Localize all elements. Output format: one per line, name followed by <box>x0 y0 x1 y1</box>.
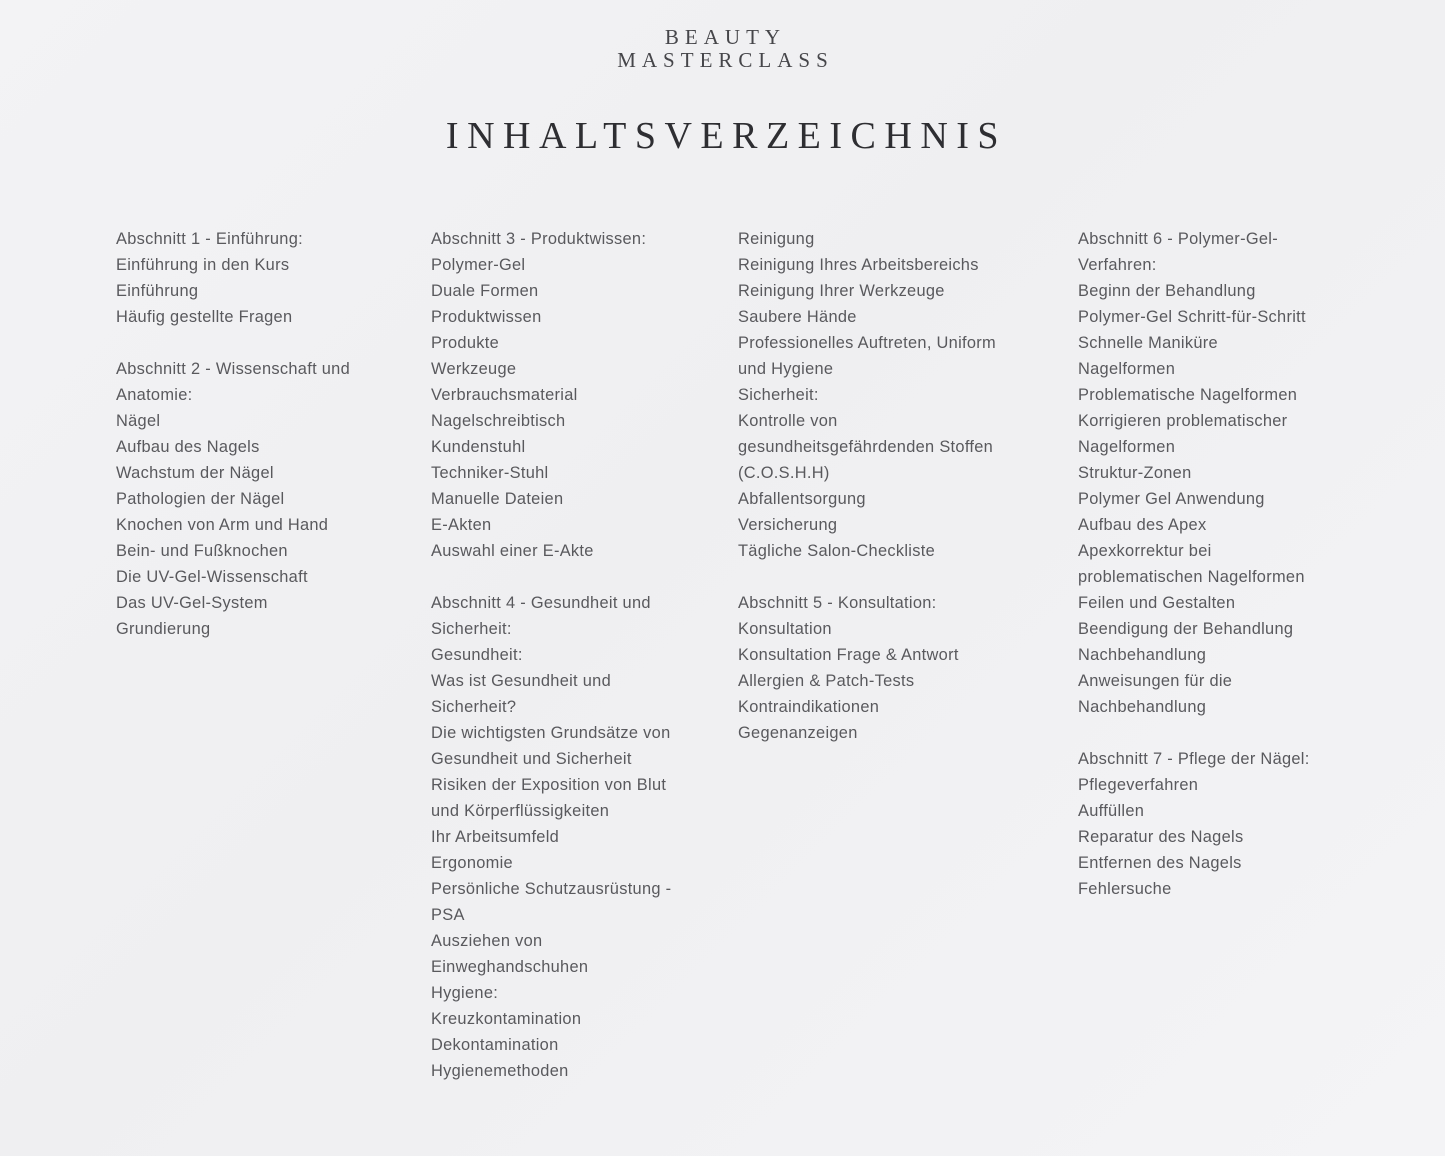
toc-entry: Korrigieren problematischer <box>1078 412 1288 430</box>
spacer <box>431 564 671 590</box>
toc-entry: Abfallentsorgung <box>738 490 866 508</box>
toc-section-heading: Abschnitt 6 - Polymer-Gel- <box>1078 230 1278 248</box>
toc-column-4 <box>1078 226 1310 902</box>
brand-logo <box>0 26 1445 72</box>
toc-entry: Nägel <box>116 412 161 430</box>
toc-entry: Die UV-Gel-Wissenschaft <box>116 568 308 586</box>
toc-entry: Ihr Arbeitsumfeld <box>431 828 560 846</box>
toc-entry: Manuelle Dateien <box>431 490 564 508</box>
toc-entry: PSA <box>431 906 465 924</box>
toc-entry: Beendigung der Behandlung <box>1078 620 1294 638</box>
toc-entry: Pathologien der Nägel <box>116 490 285 508</box>
toc-entry: Risiken der Exposition von Blut <box>431 776 667 794</box>
toc-entry: Nagelformen <box>1078 360 1176 378</box>
toc-section-heading: Abschnitt 4 - Gesundheit und <box>431 594 651 612</box>
toc-entry: Nachbehandlung <box>1078 698 1207 716</box>
toc-entry: Dekontamination <box>431 1036 559 1054</box>
toc-entry: Einführung in den Kurs <box>116 256 290 274</box>
toc-section-heading: Abschnitt 5 - Konsultation: <box>738 594 937 612</box>
toc-entry: Hygiene: <box>431 984 499 1002</box>
toc-entry: Gesundheit: <box>431 646 523 664</box>
toc-entry: Das UV-Gel-System <box>116 594 268 612</box>
toc-entry: Sicherheit: <box>431 620 512 638</box>
toc-entry: Die wichtigsten Grundsätze von <box>431 724 671 742</box>
toc-entry: Techniker-Stuhl <box>431 464 549 482</box>
toc-entry: Tägliche Salon-Checkliste <box>738 542 935 560</box>
toc-entry: Reinigung Ihres Arbeitsbereichs <box>738 256 979 274</box>
toc-entry: Beginn der Behandlung <box>1078 282 1256 300</box>
toc-entry: Auffüllen <box>1078 802 1145 820</box>
toc-section-heading: Abschnitt 7 - Pflege der Nägel: <box>1078 750 1310 768</box>
toc-entry: Persönliche Schutzausrüstung - <box>431 880 672 898</box>
toc-entry: Polymer-Gel Schritt-für-Schritt <box>1078 308 1306 326</box>
toc-entry: Häufig gestellte Fragen <box>116 308 293 326</box>
toc-entry: Apexkorrektur bei <box>1078 542 1212 560</box>
toc-entry: (C.O.S.H.H) <box>738 464 830 482</box>
toc-entry: Anatomie: <box>116 386 193 404</box>
toc-entry: Sicherheit? <box>431 698 517 716</box>
toc-entry: Aufbau des Apex <box>1078 516 1207 534</box>
spacer <box>116 330 350 356</box>
toc-entry: Bein- und Fußknochen <box>116 542 288 560</box>
toc-entry: Verfahren: <box>1078 256 1157 274</box>
toc-entry: Werkzeuge <box>431 360 517 378</box>
toc-entry: Hygienemethoden <box>431 1062 569 1080</box>
toc-section-heading: Abschnitt 1 - Einführung: <box>116 230 303 248</box>
toc-entry: Anweisungen für die <box>1078 672 1233 690</box>
toc-entry: Entfernen des Nagels <box>1078 854 1242 872</box>
toc-entry: Allergien & Patch-Tests <box>738 672 915 690</box>
toc-entry: Fehlersuche <box>1078 880 1172 898</box>
toc-entry: Nachbehandlung <box>1078 646 1207 664</box>
toc-entry: und Hygiene <box>738 360 834 378</box>
toc-entry: Pflegeverfahren <box>1078 776 1199 794</box>
toc-entry: Nagelformen <box>1078 438 1176 456</box>
toc-entry: Kundenstuhl <box>431 438 526 456</box>
toc-entry: Einweghandschuhen <box>431 958 589 976</box>
toc-entry: Wachstum der Nägel <box>116 464 274 482</box>
toc-section-heading: Abschnitt 2 - Wissenschaft und <box>116 360 351 378</box>
toc-entry: Produkte <box>431 334 500 352</box>
toc-entry: Kontraindikationen <box>738 698 880 716</box>
toc-entry: Duale Formen <box>431 282 539 300</box>
page-title: INHALTSVERZEICHNIS <box>445 115 1008 157</box>
toc-entry: Schnelle Maniküre <box>1078 334 1218 352</box>
toc-column-1 <box>116 226 350 642</box>
toc-entry: gesundheitsgefährdenden Stoffen <box>738 438 994 456</box>
toc-entry: problematischen Nagelformen <box>1078 568 1305 586</box>
toc-entry: und Körperflüssigkeiten <box>431 802 610 820</box>
toc-entry: Saubere Hände <box>738 308 857 326</box>
toc-entry: Problematische Nagelformen <box>1078 386 1298 404</box>
toc-entry: Konsultation <box>738 620 832 638</box>
toc-entry: Grundierung <box>116 620 211 638</box>
toc-entry: Polymer Gel Anwendung <box>1078 490 1265 508</box>
spacer <box>1078 720 1310 746</box>
toc-entry: Reinigung <box>738 230 815 248</box>
toc-entry: Struktur-Zonen <box>1078 464 1192 482</box>
toc-entry: Gegenanzeigen <box>738 724 858 742</box>
toc-entry: Gesundheit und Sicherheit <box>431 750 632 768</box>
toc-entry: Aufbau des Nagels <box>116 438 260 456</box>
toc-entry: Sicherheit: <box>738 386 819 404</box>
toc-entry: Auswahl einer E-Akte <box>431 542 594 560</box>
toc-entry: Kreuzkontamination <box>431 1010 582 1028</box>
toc-entry: Konsultation Frage & Antwort <box>738 646 959 664</box>
toc-entry: Professionelles Auftreten, Uniform <box>738 334 996 352</box>
toc-entry: Ausziehen von <box>431 932 543 950</box>
toc-entry: Knochen von Arm und Hand <box>116 516 329 534</box>
toc-entry: Reparatur des Nagels <box>1078 828 1244 846</box>
toc-entry: Einführung <box>116 282 199 300</box>
toc-entry: Kontrolle von <box>738 412 838 430</box>
toc-entry: Produktwissen <box>431 308 542 326</box>
toc-entry: E-Akten <box>431 516 492 534</box>
toc-column-2 <box>431 226 671 1084</box>
toc-entry: Nagelschreibtisch <box>431 412 566 430</box>
brand-line-beauty: BEAUTY <box>664 25 787 49</box>
toc-column-3 <box>738 226 996 746</box>
toc-entry: Feilen und Gestalten <box>1078 594 1236 612</box>
toc-section-heading: Abschnitt 3 - Produktwissen: <box>431 230 647 248</box>
brand-line-masterclass: MASTERCLASS <box>617 48 834 72</box>
toc-entry: Versicherung <box>738 516 838 534</box>
spacer <box>738 564 996 590</box>
toc-entry: Reinigung Ihrer Werkzeuge <box>738 282 945 300</box>
toc-entry: Verbrauchsmaterial <box>431 386 578 404</box>
toc-entry: Ergonomie <box>431 854 513 872</box>
toc-entry: Was ist Gesundheit und <box>431 672 612 690</box>
toc-entry: Polymer-Gel <box>431 256 526 274</box>
